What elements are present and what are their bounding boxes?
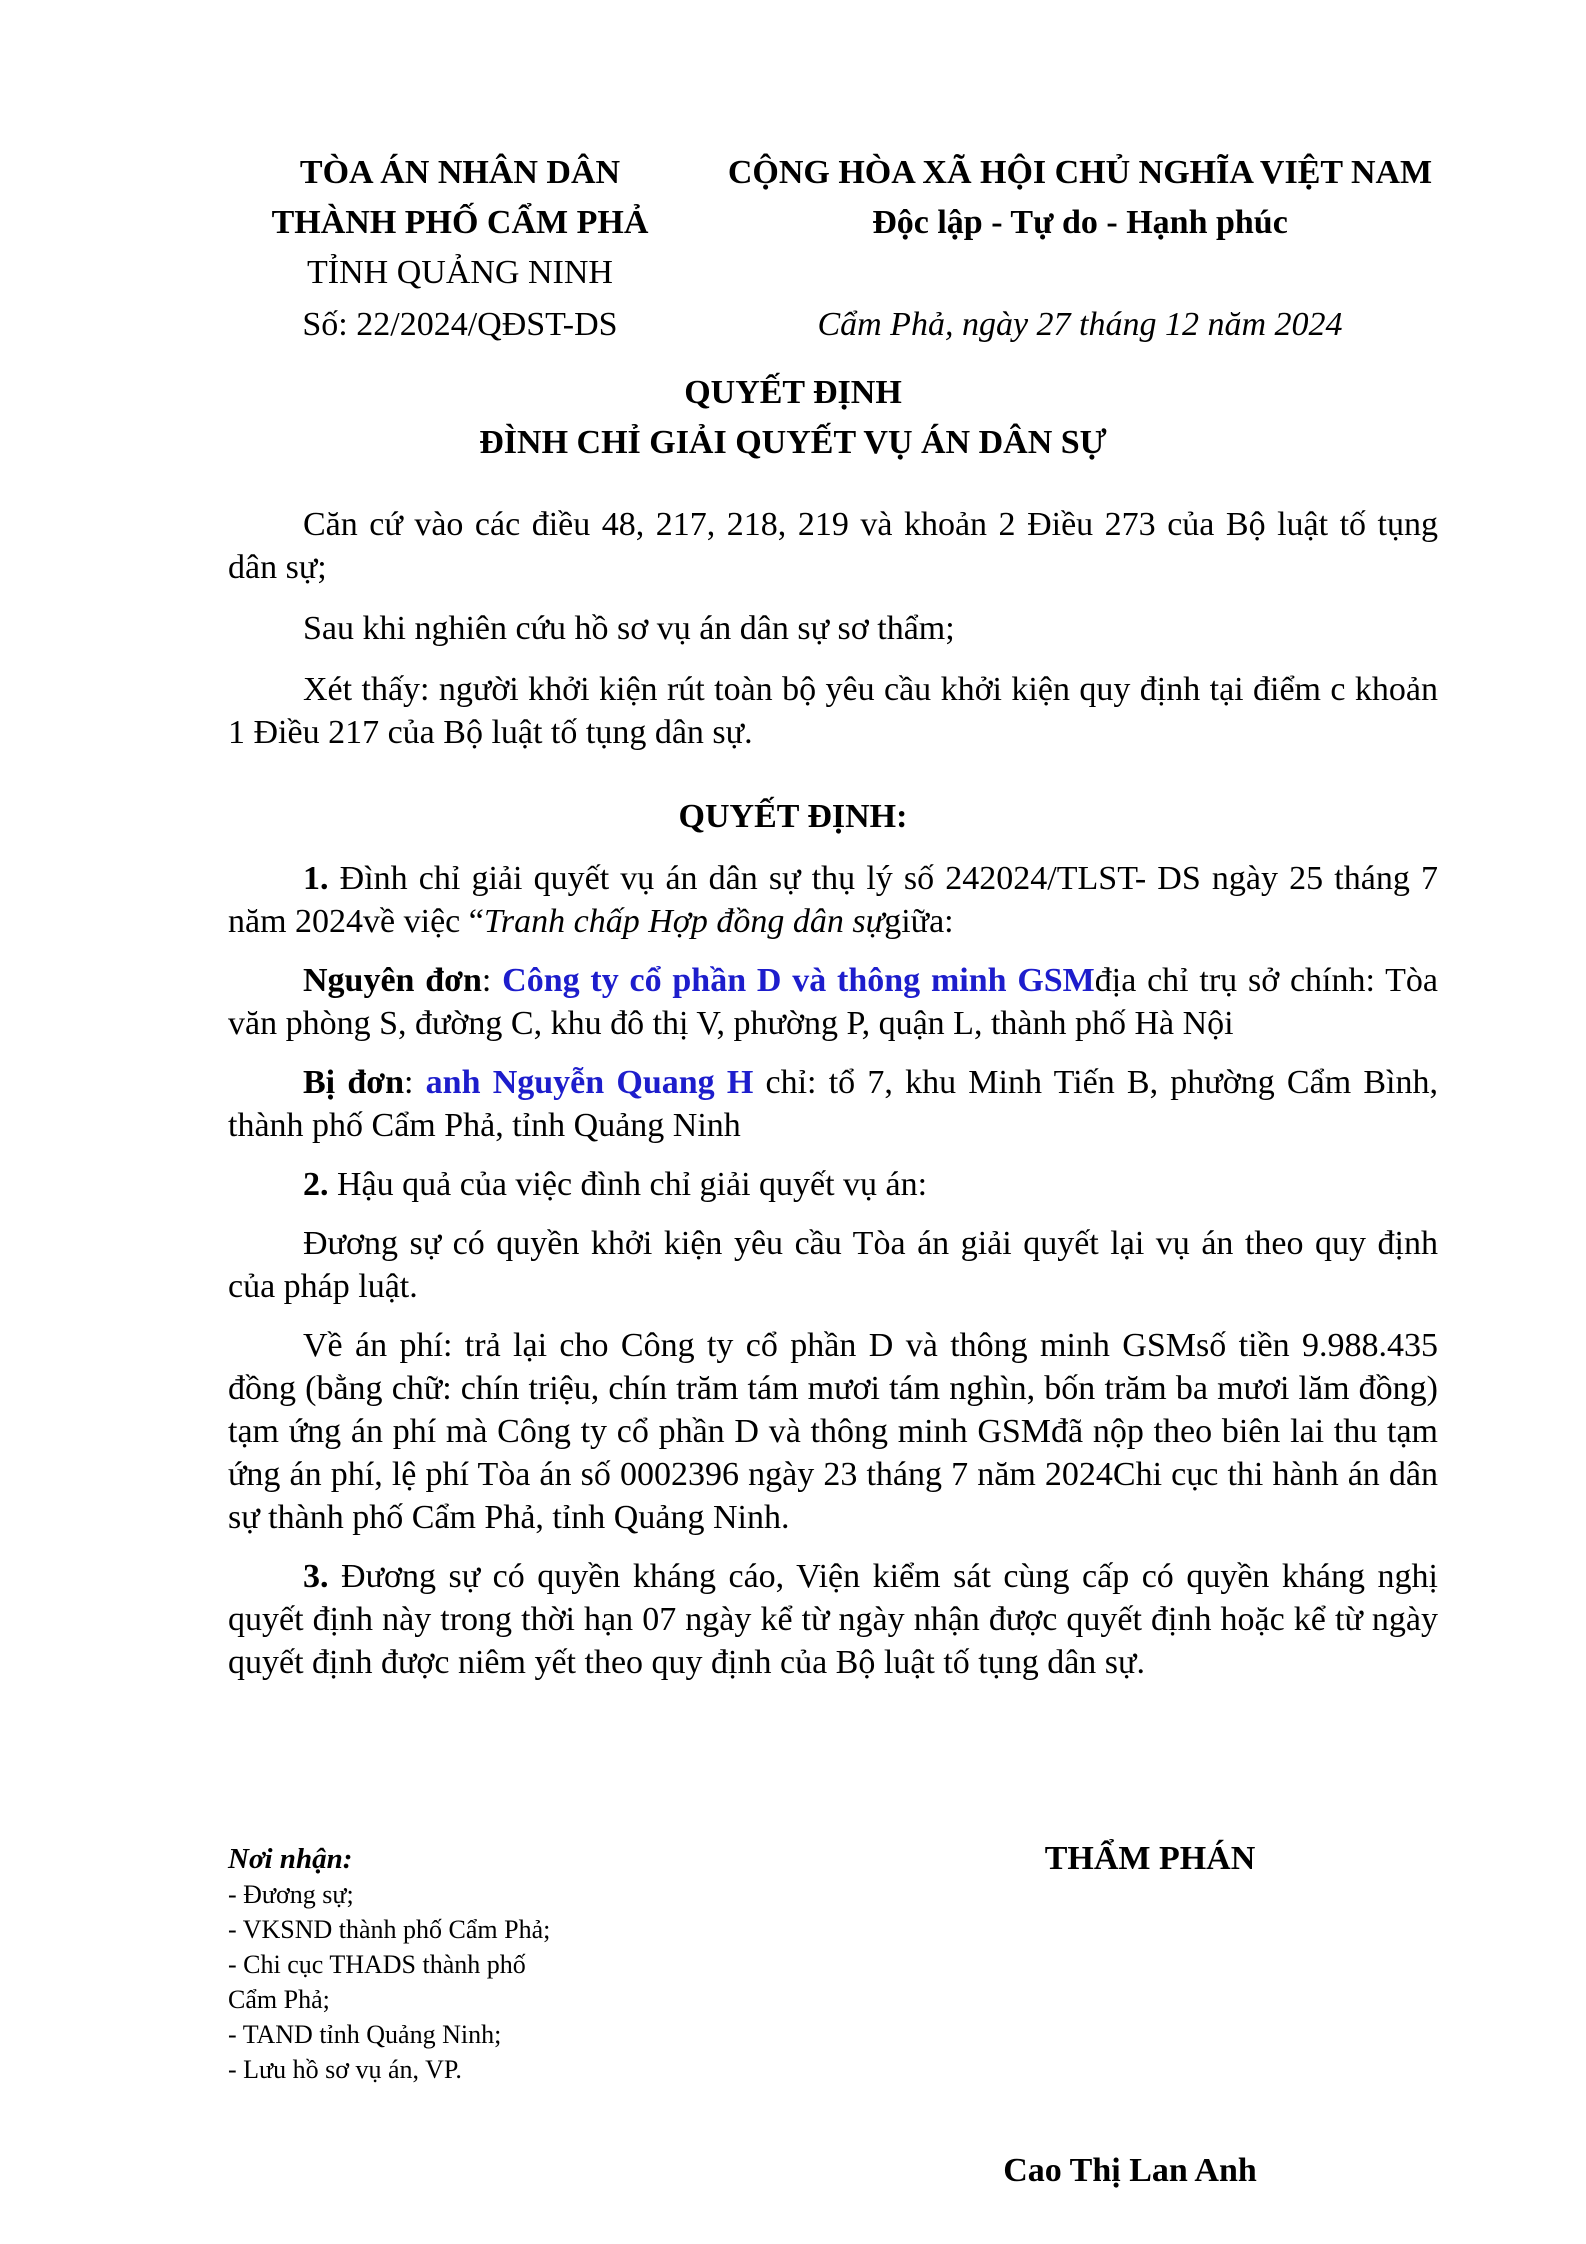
decision-body — [228, 857, 1438, 1684]
item-2-text: Hậu quả của việc đình chỉ giải quyết vụ án: — [328, 1166, 928, 1203]
defendant-address: chỉ: tổ 7, khu Minh Tiến B, phường Cẩm Bình, thành phố Cẩm Phả, tỉnh Quảng Ninh — [228, 1064, 1438, 1144]
defendant-name: anh Nguyễn Quang H — [425, 1064, 754, 1101]
recipient-item: - VKSND thành phố Cẩm Phả; — [228, 1915, 551, 1944]
recipient-item: - Đương sự; — [228, 1880, 354, 1909]
place-date: Cẩm Phả, ngày 27 tháng 12 năm 2024 — [817, 306, 1343, 343]
court-name-line2: THÀNH PHỐ CẨM PHẢ — [271, 204, 649, 241]
recipient-item: Cẩm Phả; — [228, 1985, 330, 2014]
recipients-block — [228, 1842, 648, 2087]
basis-paragraph: Xét thấy: người khởi kiện rút toàn bộ yêu cầu khởi kiện quy định tại điểm c khoản 1 Điều 217 của Bộ luật tố tụng dân sự. — [228, 671, 1438, 751]
plaintiff-name: Công ty cổ phần D và thông minh GSM — [502, 962, 1095, 999]
national-header — [700, 148, 1460, 248]
item-number: 1. — [303, 860, 329, 897]
decision-heading: QUYẾT ĐỊNH: — [678, 798, 908, 835]
separator: : — [481, 962, 503, 999]
court-name-line1: TÒA ÁN NHÂN DÂN — [299, 154, 621, 191]
doc-title: QUYẾT ĐỊNH — [684, 374, 902, 411]
case-name: Tranh chấp Hợp đồng dân sự — [483, 903, 885, 940]
basis-paragraph: Sau khi nghiên cứu hồ sơ vụ án dân sự sơ thẩm; — [303, 610, 955, 647]
item-1 — [228, 857, 1438, 943]
item-1-tail: giữa: — [884, 903, 954, 940]
plaintiff — [228, 959, 1438, 1045]
court-province: TỈNH QUẢNG NINH — [307, 254, 613, 291]
signer-name: Cao Thị Lan Anh — [1003, 2152, 1257, 2189]
doc-subtitle: ĐÌNH CHỈ GIẢI QUYẾT VỤ ÁN DÂN SỰ — [479, 424, 1107, 461]
item-2-fee-paragraph: Về án phí: trả lại cho Công ty cổ phần D và thông minh GSMsố tiền 9.988.435 đồng (bằng chữ: chín triệu, chín trăm tám mươi tám nghìn, bốn trăm ba mươi lăm đồng) tạm ứng án phí mà Công ty cổ phần D và thông minh GSMđã nộp theo biên lai thu tạm ứng án phí, lệ phí Tòa án số 0002396 ngày 23 tháng 7 năm 2024Chi cục thi hành án dân sự thành phố Cẩm Phả, tỉnh Quảng Ninh. — [228, 1327, 1438, 1536]
legal-basis — [228, 503, 1438, 754]
defendant-label: Bị đơn — [303, 1064, 404, 1101]
basis-paragraph: Căn cứ vào các điều 48, 217, 218, 219 và khoản 2 Điều 273 của Bộ luật tố tụng dân sự; — [228, 506, 1438, 586]
document-number: Số: 22/2024/QĐST-DS — [302, 306, 618, 343]
item-2 — [228, 1163, 1438, 1206]
defendant — [228, 1061, 1438, 1147]
recipients-heading: Nơi nhận: — [228, 1843, 353, 1875]
item-number: 3. — [303, 1558, 329, 1595]
item-3-text: Đương sự có quyền kháng cáo, Viện kiểm sát cùng cấp có quyền kháng nghị quyết định này trong thời hạn 07 ngày kể từ ngày nhận được quyết định hoặc kể từ ngày quyết định được niêm yết theo quy định của Bộ luật tố tụng dân sự. — [228, 1558, 1438, 1681]
court-header — [230, 148, 690, 298]
country-name: CỘNG HÒA XÃ HỘI CHỦ NGHĨA VIỆT NAM — [727, 154, 1433, 191]
plaintiff-label: Nguyên đơn — [303, 962, 482, 999]
recipient-item: - TAND tỉnh Quảng Ninh; — [228, 2020, 502, 2049]
item-3 — [228, 1555, 1438, 1684]
recipient-item: - Lưu hồ sơ vụ án, VP. — [228, 2055, 462, 2084]
item-1-text: Đình chỉ giải quyết vụ án dân sự thụ lý số 242024/TLST- DS ngày 25 tháng 7 năm 2024về việc “ — [228, 860, 1438, 940]
plaintiff-address: địa chỉ trụ sở chính: Tòa văn phòng S, đường C, khu đô thị V, phường P, quận L, thành phố Hà Nội — [228, 962, 1438, 1042]
item-2-paragraph: Đương sự có quyền khởi kiện yêu cầu Tòa án giải quyết lại vụ án theo quy định của pháp luật. — [228, 1225, 1438, 1305]
signer-title: THẨM PHÁN — [1044, 1840, 1256, 1877]
national-motto: Độc lập - Tự do - Hạnh phúc — [872, 204, 1288, 241]
separator: : — [403, 1064, 426, 1101]
item-number: 2. — [303, 1166, 329, 1203]
recipient-item: - Chi cục THADS thành phố — [228, 1950, 526, 1979]
